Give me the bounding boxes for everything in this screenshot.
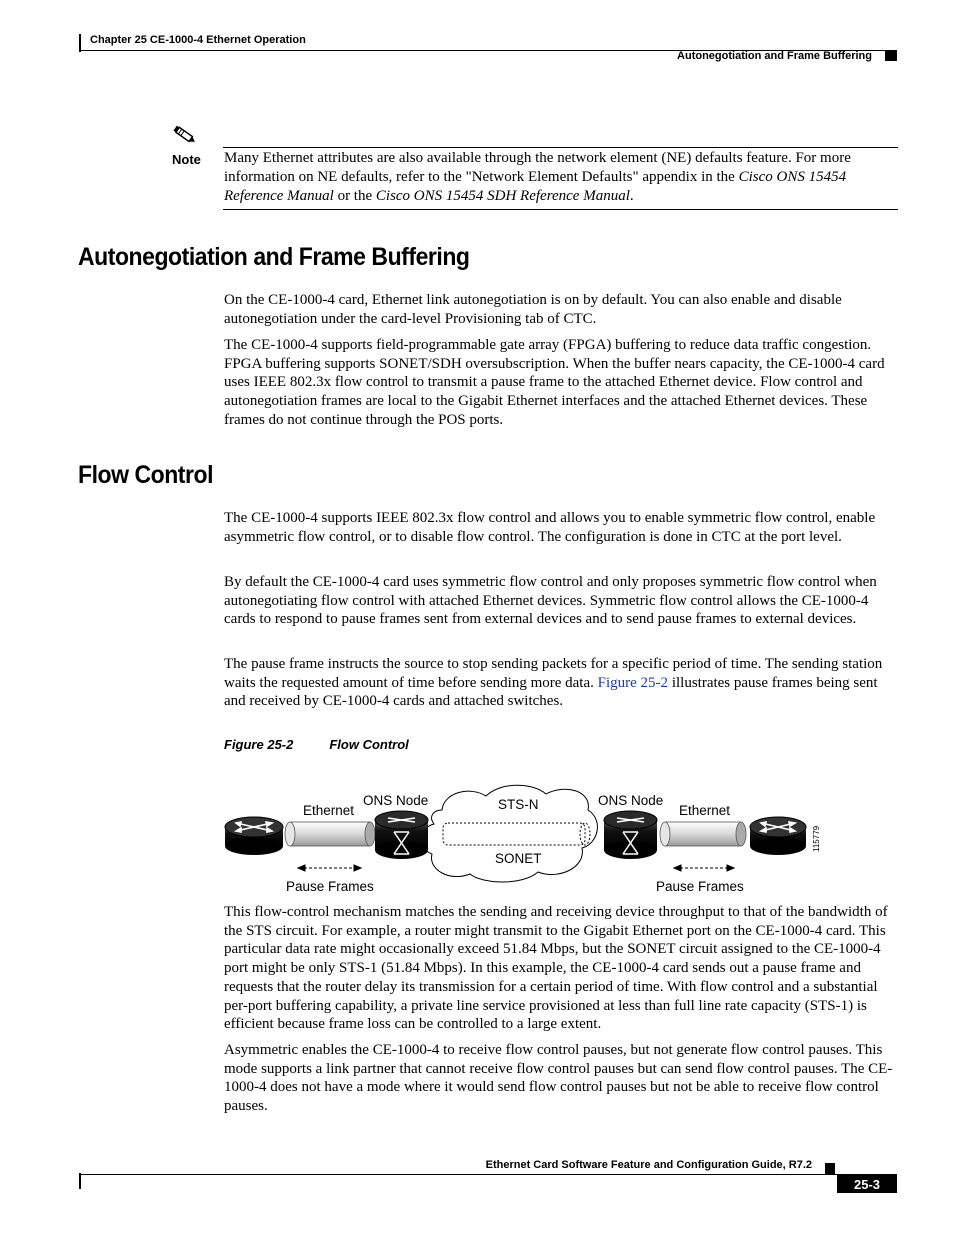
- pause-frames-arrow-right: [674, 865, 734, 871]
- label-pause-frames-right: Pause Frames: [656, 879, 744, 894]
- ons-node-left-icon: [375, 811, 428, 859]
- label-sonet: SONET: [495, 851, 542, 866]
- ons-node-right-icon: [604, 811, 657, 859]
- figure-number: Figure 25-2: [224, 737, 294, 752]
- running-header-chapter: Chapter 25 CE-1000-4 Ethernet Operation: [90, 34, 306, 46]
- paragraph: The CE-1000-4 supports field-programmable gate array (FPGA) buffering to reduce data traffic congestion. FPGA buffering supports SONET/SDH oversubscription. When the buffer nears capacity, the CE-1000-4 card uses IEEE 802.3x flow control to transmit a pause frame to the attached Ethernet device. Flow control and autonegotiation frames are local to the Gigabit Ethernet interfaces and the attached Ethernet devices. These frames do not continue through the POS ports.: [224, 337, 885, 428]
- header-marker-block: [885, 50, 897, 61]
- section-heading-flow-control: Flow Control: [78, 461, 214, 489]
- label-sts-n: STS-N: [498, 797, 539, 812]
- label-ons-node-right: ONS Node: [598, 793, 664, 808]
- pencil-note-icon: [172, 124, 198, 146]
- paragraph: The pause frame instructs the source to stop sending packets for a specific period of time. The sending station waits the requested amount of time before sending more data. Figure 25-2 illustrates pause frames being sent and received by CE-1000-4 cards and attached switches.: [224, 656, 883, 710]
- figure-art-id: 115779: [812, 825, 821, 852]
- note-label: Note: [172, 152, 201, 167]
- label-ethernet-left: Ethernet: [303, 803, 355, 818]
- ethernet-pipe-right: [660, 822, 746, 846]
- ethernet-pipe-left: [285, 822, 375, 846]
- figure-link[interactable]: Figure 25-2: [597, 674, 669, 691]
- figure-title: Flow Control: [329, 737, 409, 752]
- paragraph: Asymmetric enables the CE-1000-4 to receive flow control pauses, but not generate flow control pauses. This mode supports a link partner that cannot receive flow control pauses but can send flow control pauses. The CE-1000-4 does not have a mode where it would send flow control pauses but not be able to receive flow control pauses.: [224, 1042, 893, 1115]
- flow-control-diagram: [220, 780, 820, 900]
- label-pause-frames-left: Pause Frames: [286, 879, 374, 894]
- footer-guide-title: Ethernet Card Software Feature and Configuration Guide, R7.2: [485, 1159, 812, 1171]
- note-rule-bottom: [223, 209, 898, 210]
- note-text: Many Ethernet attributes are also available through the network element (NE) defaults feature. For more information on NE defaults, refer to the "Network Element Defaults" appendix in the Cisco ONS 15454 Reference Manual or the Cisco ONS 15454 SDH Reference Manual.: [224, 150, 851, 204]
- pause-frames-arrow-left: [298, 865, 361, 871]
- running-header-section: Autonegotiation and Frame Buffering: [677, 50, 872, 62]
- note-rule-top: [223, 147, 898, 148]
- footer-marker-block: [825, 1163, 835, 1174]
- label-ethernet-right: Ethernet: [679, 803, 731, 818]
- router-left-icon: [225, 817, 283, 855]
- footer-rule: [79, 1174, 897, 1175]
- figure-caption: [224, 737, 409, 752]
- paragraph: This flow-control mechanism matches the sending and receiving device throughput to that of the bandwidth of the STS circuit. For example, a router might transmit to the Gigabit Ethernet port on the CE-1000-4 card. This particular data rate might occasionally exceed 51.84 Mbps, but the SONET circuit assigned to the CE-1000-4 port might be only STS-1 (51.84 Mbps). In this example, the CE-1000-4 card sends out a pause frame and requests that the router delay its transmission for a certain period of time. With flow control and a substantial per-port buffering capability, a private line service provisioned at less than full line rate capacity (STS-1) is efficient because frame loss can be controlled to a large extent.: [224, 904, 888, 1033]
- paragraph: By default the CE-1000-4 card uses symmetric flow control and only proposes symmetric flow control when autonegotiating flow control with attached Ethernet devices. Symmetric flow control allows the CE-1000-4 cards to respond to pause frames sent from external devices and to send pause frames to external devices.: [224, 574, 877, 628]
- footer-rule-vertical: [79, 1173, 81, 1189]
- paragraph: The CE-1000-4 supports IEEE 802.3x flow control and allows you to enable symmetric flow control, enable asymmetric flow control, or to disable flow control. The configuration is done in CTC at the port level.: [224, 510, 876, 545]
- paragraph: On the CE-1000-4 card, Ethernet link autonegotiation is on by default. You can also enable and disable autonegotiation under the card-level Provisioning tab of CTC.: [224, 292, 842, 327]
- section-heading-autonegotiation: Autonegotiation and Frame Buffering: [78, 243, 470, 271]
- label-ons-node-left: ONS Node: [363, 793, 429, 808]
- router-right-icon: [750, 817, 806, 855]
- page-number: 25-3: [837, 1175, 897, 1193]
